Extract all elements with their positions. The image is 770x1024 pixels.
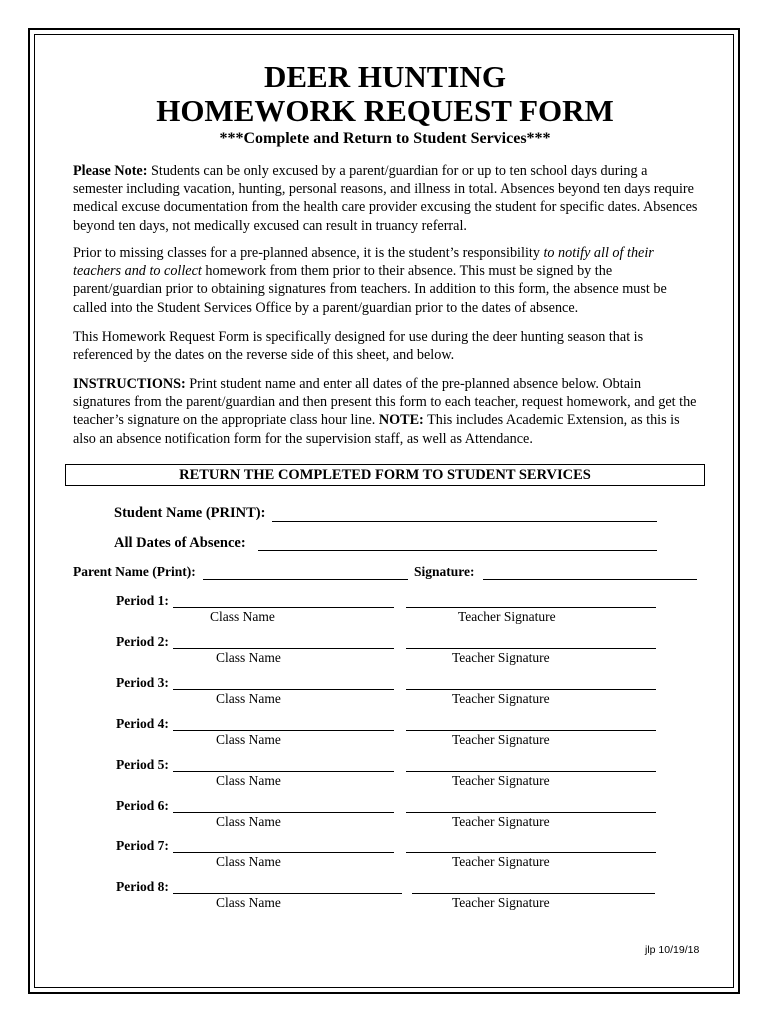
- class-name-field[interactable]: [173, 771, 394, 772]
- instructions-note-label: NOTE:: [378, 412, 424, 429]
- instructions-label: INSTRUCTIONS:: [73, 376, 186, 392]
- teacher-signature-field[interactable]: [406, 730, 656, 731]
- parent-signature-field[interactable]: [483, 579, 697, 580]
- form-subtitle: ***Complete and Return to Student Services***: [219, 130, 551, 147]
- class-name-caption: Class Name: [216, 772, 281, 788]
- period-label: Period 6:: [116, 797, 169, 813]
- return-banner: RETURN THE COMPLETED FORM TO STUDENT SERVICES: [65, 464, 705, 486]
- teacher-signature-field[interactable]: [406, 689, 656, 690]
- teacher-signature-caption: Teacher Signature: [452, 690, 550, 706]
- please-note-text: Students can be only excused by a parent/guardian for or up to ten school days during a semester including vacation, hunting, personal reasons, and illness in total. Absences beyond ten days require medical excuse documentation from the health care provider excusing the student for specific dates. Absences beyond ten days, not medically excused can result in truancy referral.: [73, 163, 698, 234]
- instructions-paragraph: [73, 375, 698, 448]
- form-title-line2: HOMEWORK REQUEST FORM: [156, 93, 614, 128]
- teacher-signature-caption: Teacher Signature: [452, 895, 550, 911]
- period-label: Period 7:: [116, 838, 169, 854]
- period-label: Period 4:: [116, 715, 169, 731]
- class-name-caption: Class Name: [216, 649, 281, 665]
- teacher-signature-caption: Teacher Signature: [452, 649, 550, 665]
- parent-name-label: Parent Name (Print):: [73, 564, 196, 579]
- prior-paragraph: [73, 244, 698, 317]
- class-name-field[interactable]: [173, 607, 394, 608]
- period-label: Period 8:: [116, 879, 169, 895]
- prior-text-italic: to notify all of their teachers and to collect: [73, 245, 654, 280]
- form-version: jlp 10/19/18: [645, 944, 700, 956]
- teacher-signature-caption: Teacher Signature: [452, 854, 550, 870]
- parent-name-field[interactable]: [203, 579, 408, 580]
- student-name-label: Student Name (PRINT):: [114, 505, 266, 521]
- class-name-field[interactable]: [173, 730, 394, 731]
- teacher-signature-field[interactable]: [406, 812, 656, 813]
- instructions-text-2: This includes Academic Extension, as this is also an absence notification form for the supervision staff, as well as Attendance.: [73, 412, 680, 447]
- period-label: Period 2:: [116, 633, 169, 649]
- class-name-field[interactable]: [173, 852, 394, 853]
- parent-signature-label: Signature:: [414, 564, 475, 579]
- teacher-signature-field[interactable]: [406, 771, 656, 772]
- teacher-signature-caption: Teacher Signature: [458, 609, 556, 624]
- period-label: Period 1:: [116, 593, 169, 608]
- class-name-caption: Class Name: [216, 895, 281, 911]
- teacher-signature-field[interactable]: [406, 607, 656, 608]
- teacher-signature-field[interactable]: [406, 852, 656, 853]
- teacher-signature-caption: Teacher Signature: [452, 731, 550, 747]
- prior-text-2: homework from them prior to their absence. This must be signed by the parent/guardian prior to obtaining signatures from teachers. In addition to this form, the absence must be called into the Student Services Office by a parent/guardian prior to the dates of absence.: [73, 263, 667, 316]
- class-name-caption: Class Name: [216, 854, 281, 870]
- dates-of-absence-field[interactable]: [258, 550, 657, 551]
- class-name-field[interactable]: [173, 812, 394, 813]
- please-note-label: Please Note:: [73, 163, 148, 179]
- class-name-field[interactable]: [173, 648, 394, 649]
- dates-of-absence-label: All Dates of Absence:: [114, 535, 246, 551]
- class-name-caption: Class Name: [210, 609, 275, 624]
- class-name-caption: Class Name: [216, 690, 281, 706]
- class-name-field[interactable]: [173, 689, 394, 690]
- teacher-signature-field[interactable]: [412, 893, 655, 894]
- teacher-signature-caption: Teacher Signature: [452, 813, 550, 829]
- please-note-paragraph: [73, 162, 698, 235]
- period-label: Period 3:: [116, 674, 169, 690]
- teacher-signature-caption: Teacher Signature: [452, 772, 550, 788]
- prior-text-1: Prior to missing classes for a pre-planned absence, it is the student’s responsibility: [73, 245, 544, 261]
- student-name-field[interactable]: [272, 521, 657, 522]
- purpose-paragraph: This Homework Request Form is specifically designed for use during the deer hunting season that is referenced by the dates on the reverse side of this sheet, and below.: [73, 329, 644, 364]
- class-name-caption: Class Name: [216, 731, 281, 747]
- instructions-text-1: Print student name and enter all dates of the pre-planned absence below. Obtain signatures from the parent/guardian and then present this form to each teacher, request homework, and get the teacher’s signature on the appropriate class hour line.: [73, 376, 697, 429]
- period-label: Period 5:: [116, 756, 169, 772]
- form-title-line1: DEER HUNTING: [263, 59, 506, 94]
- class-name-field[interactable]: [173, 893, 402, 894]
- class-name-caption: Class Name: [216, 813, 281, 829]
- teacher-signature-field[interactable]: [406, 648, 656, 649]
